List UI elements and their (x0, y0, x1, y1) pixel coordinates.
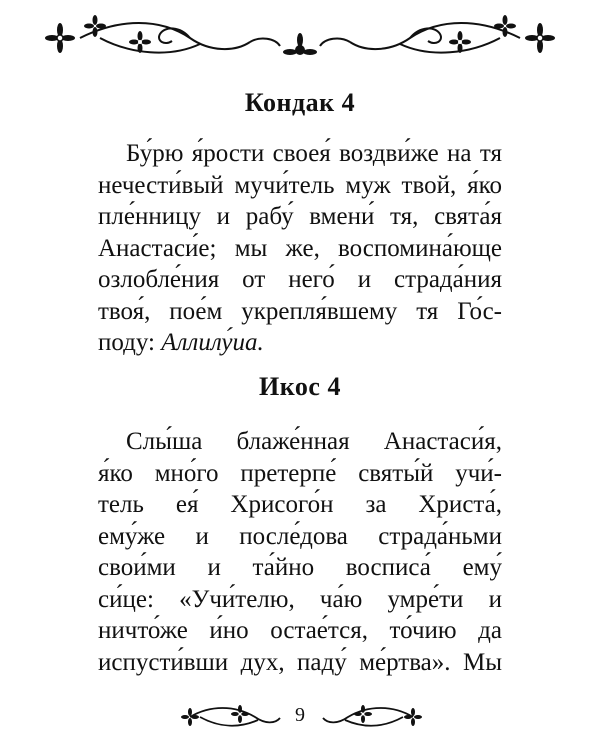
kondak-line: озлобле́ния от него́ и страда́ния (98, 266, 502, 293)
ornament-top-icon (40, 8, 560, 68)
ikos-line: си́це: «Учи́телю, ча́ю умре́ти и (98, 585, 502, 613)
ikos-line: Слы́ша блаже́нная Анастаси́я, (126, 428, 502, 455)
ikos-line: испусти́вши дух, паду́ ме́ртва». Мы (98, 648, 502, 676)
ornament-bottom-left-icon (180, 700, 285, 734)
kondak-text (98, 138, 502, 359)
alleluia-text: Аллилу́иа. (161, 329, 264, 356)
kondak-line: Бу́рю я́рости своея́ воздви́же на тя (126, 140, 502, 167)
kondak-line: твоя́, пое́м укрепля́вшему тя Го́с- (98, 297, 502, 325)
ikos-line: ему́же и после́дова страда́ньми (98, 522, 502, 550)
ikos-line: свои́ми и та́йно восписа́ ему́ (98, 554, 502, 581)
ikos-line: я́ко мно́го претерпе́ святы́й учи́- (98, 459, 502, 487)
ikos-line: тель ея́ Хрисого́н за Христа́, (98, 491, 502, 518)
ikos-text (98, 426, 502, 678)
kondak-last-line (98, 327, 502, 359)
kondak-last-line-prefix: поду: (98, 329, 162, 356)
kondak-line: нечести́вый мучи́тель муж твой, я́ко (98, 171, 502, 199)
kondak-line: Анастаси́е; мы же, воспомина́юще (98, 234, 502, 262)
kondak-heading: Кондак 4 (244, 88, 356, 117)
ikos-heading: Икос 4 (259, 372, 341, 401)
kondak-line: пле́нницу и рабу́ вмени́ тя, свята́я (98, 203, 502, 230)
page-number: 9 (295, 704, 305, 726)
ornament-bottom-right-icon (318, 700, 423, 734)
ikos-line: ничто́же и́но остае́тся, то́чию да (98, 617, 502, 644)
